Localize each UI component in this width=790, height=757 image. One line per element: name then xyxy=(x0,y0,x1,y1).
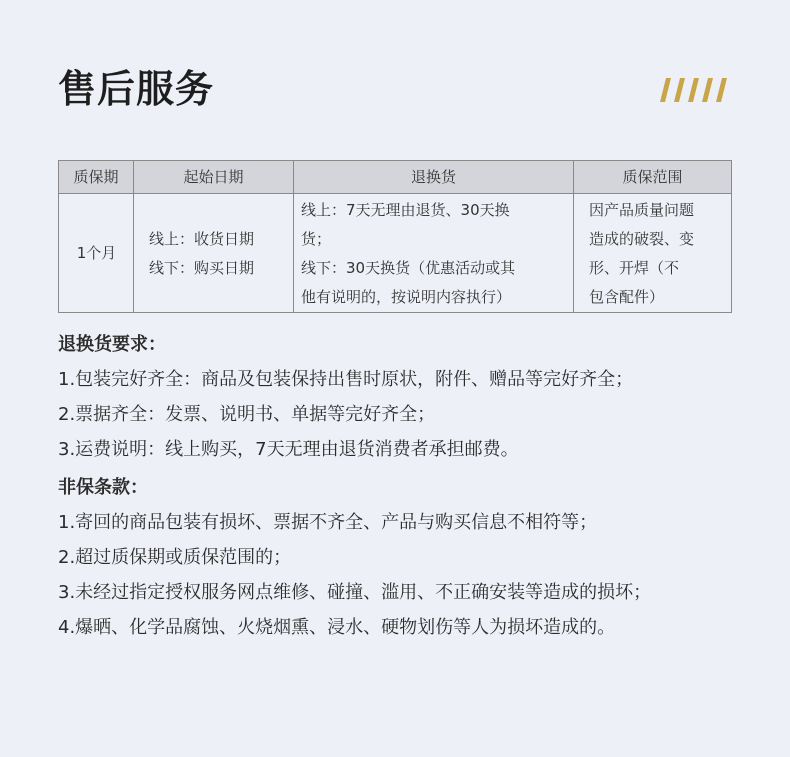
non-warranty-title: 非保条款： xyxy=(58,477,148,498)
return-line-3: 线下：30天换货（优惠活动或其 xyxy=(301,258,516,277)
header-warranty-period: 质保期 xyxy=(59,161,134,194)
return-line-4: 他有说明的，按说明内容执行） xyxy=(301,287,512,306)
scope-line-2: 造成的破裂、变 xyxy=(589,229,695,248)
list-item: 2.超过质保期或质保范围的； xyxy=(58,547,292,568)
list-item: 3.未经过指定授权服务网点维修、碰撞、滥用、不正确安装等造成的损坏； xyxy=(58,582,652,603)
return-requirements-title: 退换货要求： xyxy=(58,334,166,355)
list-item: 1.寄回的商品包装有损坏、票据不齐全、产品与购买信息不相符等； xyxy=(58,512,598,533)
cell-warranty-scope xyxy=(574,194,732,313)
decorative-stripes-icon xyxy=(654,78,734,102)
scope-line-3: 形、开焊（不 xyxy=(589,258,680,277)
return-line-1: 线上：7天无理由退货、30天换 xyxy=(301,200,510,219)
table-header-row xyxy=(59,161,732,194)
cell-warranty-period: 1个月 xyxy=(59,194,134,313)
header-warranty-scope: 质保范围 xyxy=(574,161,732,194)
cell-start-date xyxy=(134,194,294,313)
list-item: 1.包装完好齐全：商品及包装保持出售时原状，附件、赠品等完好齐全； xyxy=(58,369,634,390)
return-line-2: 货； xyxy=(301,229,332,248)
start-date-offline: 线下：购买日期 xyxy=(149,258,255,277)
start-date-online: 线上：收货日期 xyxy=(149,229,255,248)
list-item: 4.爆晒、化学品腐蚀、火烧烟熏、浸水、硬物划伤等人为损坏造成的。 xyxy=(58,617,616,638)
non-warranty-section xyxy=(58,470,651,645)
list-item: 3.运费说明：线上购买，7天无理由退货消费者承担邮费。 xyxy=(58,439,519,460)
table-row xyxy=(59,194,732,313)
list-item: 2.票据齐全：发票、说明书、单据等完好齐全； xyxy=(58,404,436,425)
page-title: 售后服务 xyxy=(58,67,215,111)
scope-line-4: 包含配件） xyxy=(589,287,665,306)
scope-line-1: 因产品质量问题 xyxy=(589,200,695,219)
warranty-table xyxy=(58,160,732,313)
return-requirements-section xyxy=(58,327,633,467)
header-return-exchange: 退换货 xyxy=(294,161,574,194)
cell-return-exchange xyxy=(294,194,574,313)
header-start-date: 起始日期 xyxy=(134,161,294,194)
